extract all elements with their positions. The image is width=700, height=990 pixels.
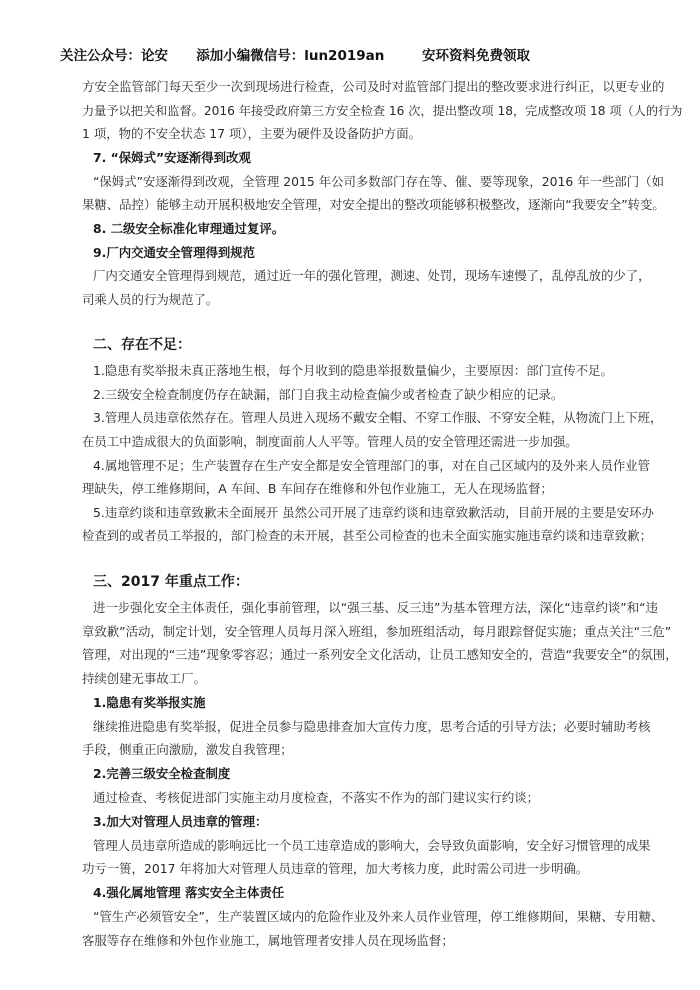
subheading: 7. “保姆式”安逐渐得到改观 xyxy=(93,150,251,165)
body-line: 在员工中造成很大的负面影响，制度面前人人平等。管理人员的安全管理还需进一步加强。 xyxy=(82,434,578,449)
body-line: 5.违章约谈和违章致歉未全面展开 虽然公司开展了违章约谈和违章致歉活动，目前开展的主要是安环办 xyxy=(93,505,654,520)
body-line: 3.管理人员违章依然存在。管理人员进入现场不戴安全帽、不穿工作服、不穿安全鞋，从物流门上下班， xyxy=(93,410,663,425)
subheading: 2.完善三级安全检查制度 xyxy=(93,766,231,781)
body-line: 理缺失，停工维修期间，A 车间、B 车间存在维修和外包作业施工，无人在现场监督； xyxy=(82,481,553,496)
subheading: 3.加大对管理人员违章的管理： xyxy=(93,814,268,829)
subheading: 4.强化属地管理 落实安全主体责任 xyxy=(93,885,285,900)
body-line: 功亏一篑，2017 年将加大对管理人员违章的管理，加大考核力度，此时需公司进一步明确。 xyxy=(82,861,589,876)
body-line: 进一步强化安全主体责任，强化事前管理，以“强三基、反三违”为基本管理方法，深化“违章约谈”和“违 xyxy=(93,600,658,615)
body-line: “管生产必须管安全”，生产装置区域内的危险作业及外来人员作业管理，停工维修期间，果糖、专用糖、 xyxy=(93,909,664,924)
body-line: 1.隐患有奖举报未真正落地生根，每个月收到的隐患举报数量偏少，主要原因：部门宣传不足。 xyxy=(93,363,613,378)
body-line: “保姆式”安逐渐得到改观，全管理 2015 年公司多数部门存在等、催、要等现象，2016 年一些部门（如 xyxy=(93,174,664,189)
body-line: 手段，侧重正向激励，激发自我管理； xyxy=(82,742,293,757)
body-line: 2.三级安全检查制度仍存在缺漏，部门自我主动检查偏少或者检查了缺少相应的记录。 xyxy=(93,387,564,402)
body-line: 继续推进隐患有奖举报，促进全员参与隐患排查加大宣传力度，思考合适的引导方法；必要时辅助考核 xyxy=(93,719,651,734)
subheading: 1.隐患有奖举报实施 xyxy=(93,695,206,710)
body-line: 力量予以把关和监督。2016 年接受政府第三方安全检查 16 次，提出整改项 18，完成整改项 18 项（人的行为 xyxy=(82,104,683,118)
subheading: 8. 二级安全标准化审理通过复评。 xyxy=(93,221,285,236)
body-line: 方安全监管部门每天至少一次到现场进行检查，公司及时对监管部门提出的整改要求进行纠正，以更专业的 xyxy=(82,79,665,94)
body-line: 司乘人员的行为规范了。 xyxy=(82,292,219,307)
section-heading-3: 三、2017 年重点工作： xyxy=(93,574,249,590)
body-line: 管理，对出现的“三违”现象零容忍；通过一系列安全文化活动，让员工感知安全的，营造“我要安全”的氛围， xyxy=(82,647,678,662)
body-line: 4.属地管理不足；生产装置存在生产安全都是安全管理部门的事，对在自己区域内的及外来人员作业管 xyxy=(93,458,651,473)
subheading: 9.厂内交通安全管理得到规范 xyxy=(93,245,256,260)
body-line: 客服等存在维修和外包作业施工，属地管理者安排人员在现场监督； xyxy=(82,933,454,948)
body-line: 检查到的或者员工举报的，部门检查的未开展，甚至公司检查的也未全面实施实施违章约谈和违章致歉； xyxy=(82,528,652,543)
body-line: 通过检查、考核促进部门实施主动月度检查，不落实不作为的部门建议实行约谈； xyxy=(93,790,540,805)
page-header: 关注公众号：论安 添加小编微信号：lun2019an 安环资料免费领取 xyxy=(60,48,530,64)
body-line: 果糖、品控）能够主动开展积极地安全管理，对安全提出的整改项能够积极整改，逐渐向“我要安全”转变。 xyxy=(82,197,665,212)
section-heading-2: 二、存在不足： xyxy=(93,337,191,353)
body-line: 厂内交通安全管理得到规范，通过近一年的强化管理，测速、处罚，现场车速慢了，乱停乱放的少了， xyxy=(93,268,651,283)
body-line: 管理人员违章所造成的影响远比一个员工违章造成的影响大，会导致负面影响，安全好习惯管理的成果 xyxy=(93,838,651,853)
body-line: 持续创建无事故工厂。 xyxy=(82,671,206,686)
body-line: 1 项，物的不安全状态 17 项），主要为硬件及设备防护方面。 xyxy=(82,126,422,141)
body-line: 章致歉”活动，制定计划，安全管理人员每月深入班组，参加班组活动，每月跟踪督促实施；重点关注“三危” xyxy=(82,624,672,639)
